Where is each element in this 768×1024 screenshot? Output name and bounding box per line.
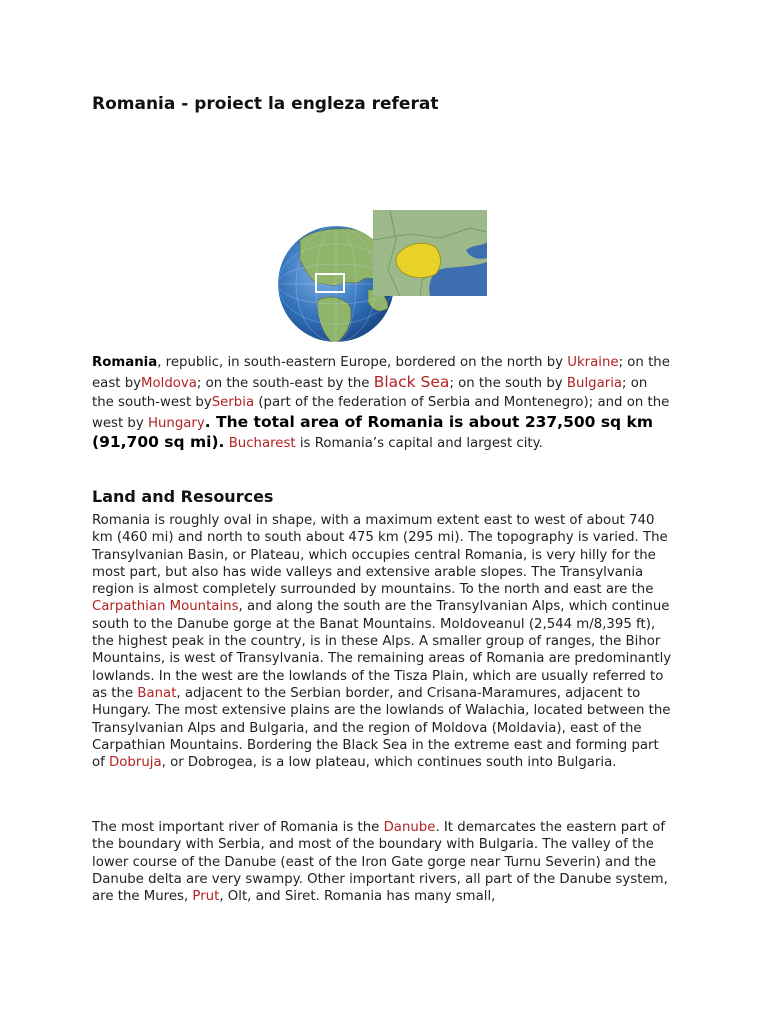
link-moldova[interactable]: Moldova	[141, 375, 197, 391]
inset-map	[373, 210, 487, 296]
link-banat[interactable]: Banat	[137, 685, 177, 701]
rivers-paragraph: The most important river of Romania is the Danube. It demarcates the eastern part of the boundary with Serbia, and most of the boundary with Bulgaria. The valley of the lower course of the Danube (east of the Iron Gate gorge near Turnu Severin) and the Danube delta are very swampy. Other important rivers, all part of the Danube system, are the Mures, Prut, Olt, and Siret. Romania has many small,	[92, 820, 668, 905]
link-prut[interactable]: Prut	[192, 889, 220, 905]
link-bucharest[interactable]: Bucharest	[228, 436, 296, 451]
intro-paragraph: Romania, republic, in south-eastern Europe, bordered on the north by Ukraine; on the east byMoldova; on the south-east by the Black Sea; on the south by Bulgaria; on the south-west bySerbia (part of the federation of Serbia and Montenegro); and on the west by Hungary. The total area of Romania is about 237,500 sq km (91,700 sq mi). Bucharest is Romania’s capital and largest city.	[92, 355, 670, 451]
link-ukraine[interactable]: Ukraine	[567, 355, 619, 370]
link-hungary[interactable]: Hungary	[147, 415, 205, 431]
total-area-text: . The total area of Romania is about 237,500 sq km (91,700 sq mi).	[92, 412, 653, 451]
link-danube[interactable]: Danube	[383, 820, 436, 835]
land-paragraph: Romania is roughly oval in shape, with a maximum extent east to west of about 740 km (460 mi) and north to south about 475 km (295 mi). The topography is varied. The Transylvanian Basin, or Plateau, which occupies central Romania, is very hilly for the most part, but also has wide valleys and extensive arable slopes. The Transylvania region is almost completely surrounded by mountains. To the north and east are the Carpathian Mountains, and along the south are the Transylvanian Alps, which continue south to the Danube gorge at the Banat Mountains. Moldoveanul (2,544 m/8,395 ft), the highest peak in the country, is in these Alps. A smaller group of ranges, the Bihor Mountains, is west of Transylvania. The remaining areas of Romania are predominantly lowlands. In the west are the lowlands of the Tisza Plain, which are usually referred to as the Banat, adjacent to the Serbian border, and Crisana-Maramures, adjacent to Hungary. The most extensive plains are the lowlands of Walachia, located between the Transylvanian Alps and Bulgaria, and the region of Moldova (Moldavia), east of the Carpathian Mountains. Bordering the Black Sea in the extreme east and forming part of Dobruja, or Dobrogea, is a low plateau, which continues south into Bulgaria.	[92, 513, 672, 771]
link-carpathian-mountains[interactable]: Carpathian Mountains	[92, 599, 239, 615]
globe-with-romania-inset-map	[270, 210, 496, 342]
intro-lead: Romania	[92, 355, 158, 370]
page-title: Romania - proiect la engleza referat	[92, 94, 439, 114]
link-bulgaria[interactable]: Bulgaria	[566, 375, 623, 391]
link-black-sea[interactable]: Black Sea	[373, 372, 450, 391]
section-heading: Land and Resources	[92, 487, 274, 506]
link-serbia[interactable]: Serbia	[211, 395, 255, 410]
link-dobruja[interactable]: Dobruja	[109, 755, 162, 771]
